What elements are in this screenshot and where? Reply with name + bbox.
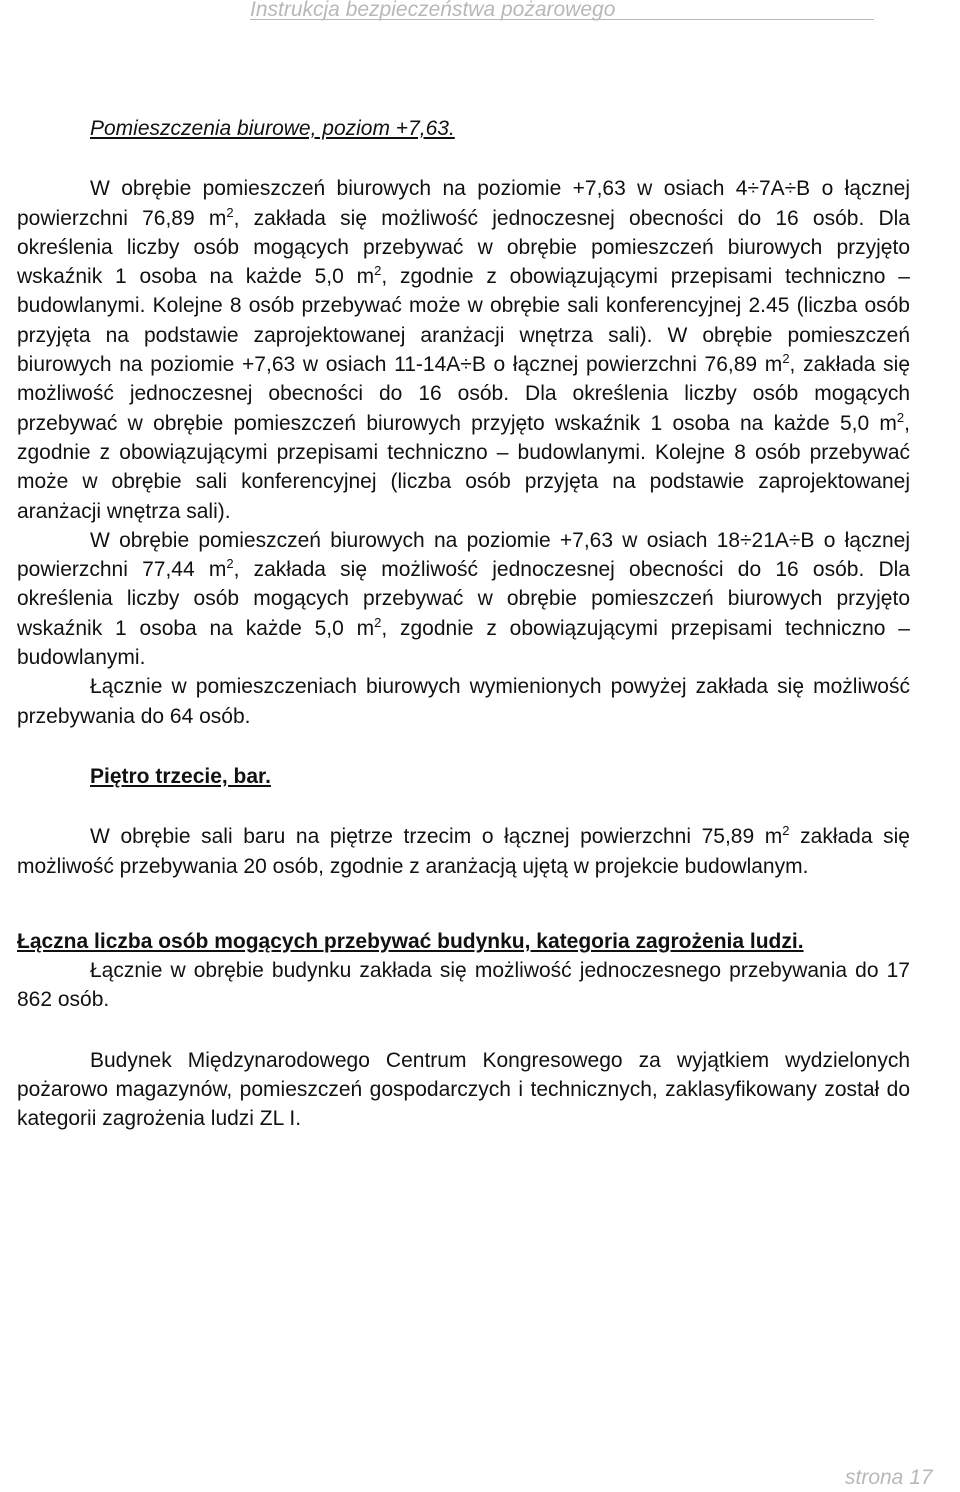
paragraph-office-rooms-1 — [17, 174, 910, 526]
header-divider — [250, 19, 874, 20]
text-run: , zakłada się możliwość jednoczesnej obecności do 16 osób. Dla określenia liczby osób mogących przebywać w obrębie pomieszczeń biurowych przyjęto wskaźnik 1 osoba na każde 5,0 m — [17, 558, 910, 640]
superscript: 2 — [782, 351, 790, 367]
section-title-office-rooms: Pomieszczenia biurowe, poziom +7,63. — [90, 117, 455, 140]
section-title-total-occupancy: Łączna liczba osób mogących przebywać budynku, kategoria zagrożenia ludzi. — [17, 929, 804, 953]
section-title-bar: Piętro trzecie, bar. — [90, 764, 271, 788]
paragraph-office-rooms-total: Łącznie w pomieszczeniach biurowych wymienionych powyżej zakłada się możliwość przebywania do 64 osób. — [17, 675, 910, 728]
page-header-title: Instrukcja bezpieczeństwa pożarowego — [250, 0, 616, 21]
superscript: 2 — [374, 263, 382, 279]
text-run: , zakłada się możliwość jednoczesnej obecności do 16 osób. Dla określenia liczby osób mogących przebywać w obrębie pomieszczeń biurowych przyjęto wskaźnik 1 osoba na każde 5,0 m — [17, 353, 911, 435]
text-run: , zgodnie z obowiązującymi przepisami techniczno – budowlanymi. Kolejne 8 osób przebywać może w obrębie sali konferencyjnej 2.45 (liczba osób przyjęta na podstawie zaprojektowanej aranżacji wnętrza sali). W obrębie pomieszczeń biurowych na poziomie +7,63 w osiach 11-14A÷B o łącznej powierzchni 76,89 m — [17, 265, 910, 377]
page-number: strona 17 — [845, 1466, 933, 1489]
paragraph-bar — [17, 822, 910, 881]
superscript: 2 — [374, 614, 382, 630]
text-run: , zakłada się możliwość jednoczesnej obecności do 16 osób. Dla określenia liczby osób mogących przebywać w obrębie pomieszczeń biurowych przyjęto wskaźnik 1 osoba na każde 5,0 m — [17, 206, 910, 289]
text-run: zakłada się możliwość przebywania 20 osób, zgodnie z aranżacją ujętą w projekcie budowlanym. — [17, 825, 910, 878]
text-run: W obrębie pomieszczeń biurowych na poziomie +7,63 w osiach 4÷7A÷B o łącznej powierzchni 76,89 m — [17, 177, 910, 230]
paragraph-office-rooms-2 — [17, 526, 910, 672]
text-run: W obrębie sali baru na piętrze trzecim o łącznej powierzchni 75,89 m — [90, 825, 783, 849]
document-body — [17, 114, 910, 1134]
superscript: 2 — [226, 556, 234, 572]
superscript: 2 — [782, 823, 790, 839]
text-run: W obrębie pomieszczeń biurowych na poziomie +7,63 w osiach 18÷21A÷B o łącznej powierzchni 77,44 m — [17, 528, 910, 582]
paragraph-risk-category: Budynek Międzynarodowego Centrum Kongresowego za wyjątkiem wydzielonych pożarowo magazynów, pomieszczeń gospodarczych i technicznych, zaklasyfikowany został do kategorii zagrożenia ludzi ZL I. — [17, 1048, 910, 1131]
text-run: , zgodnie z obowiązującymi przepisami techniczno – budowlanymi. — [17, 616, 910, 670]
superscript: 2 — [226, 204, 234, 220]
paragraph-total-occupancy: Łącznie w obrębie budynku zakłada się możliwość jednoczesnego przebywania do 17 862 osób. — [17, 959, 910, 1012]
text-run: , zgodnie z obowiązującymi przepisami techniczno – budowlanymi. Kolejne 8 osób przebywać może w obrębie sali konferencyjnej (liczba osób przyjęta na podstawie zaprojektowanej aranżacji wnętrza sali). — [17, 411, 910, 523]
superscript: 2 — [896, 409, 905, 425]
